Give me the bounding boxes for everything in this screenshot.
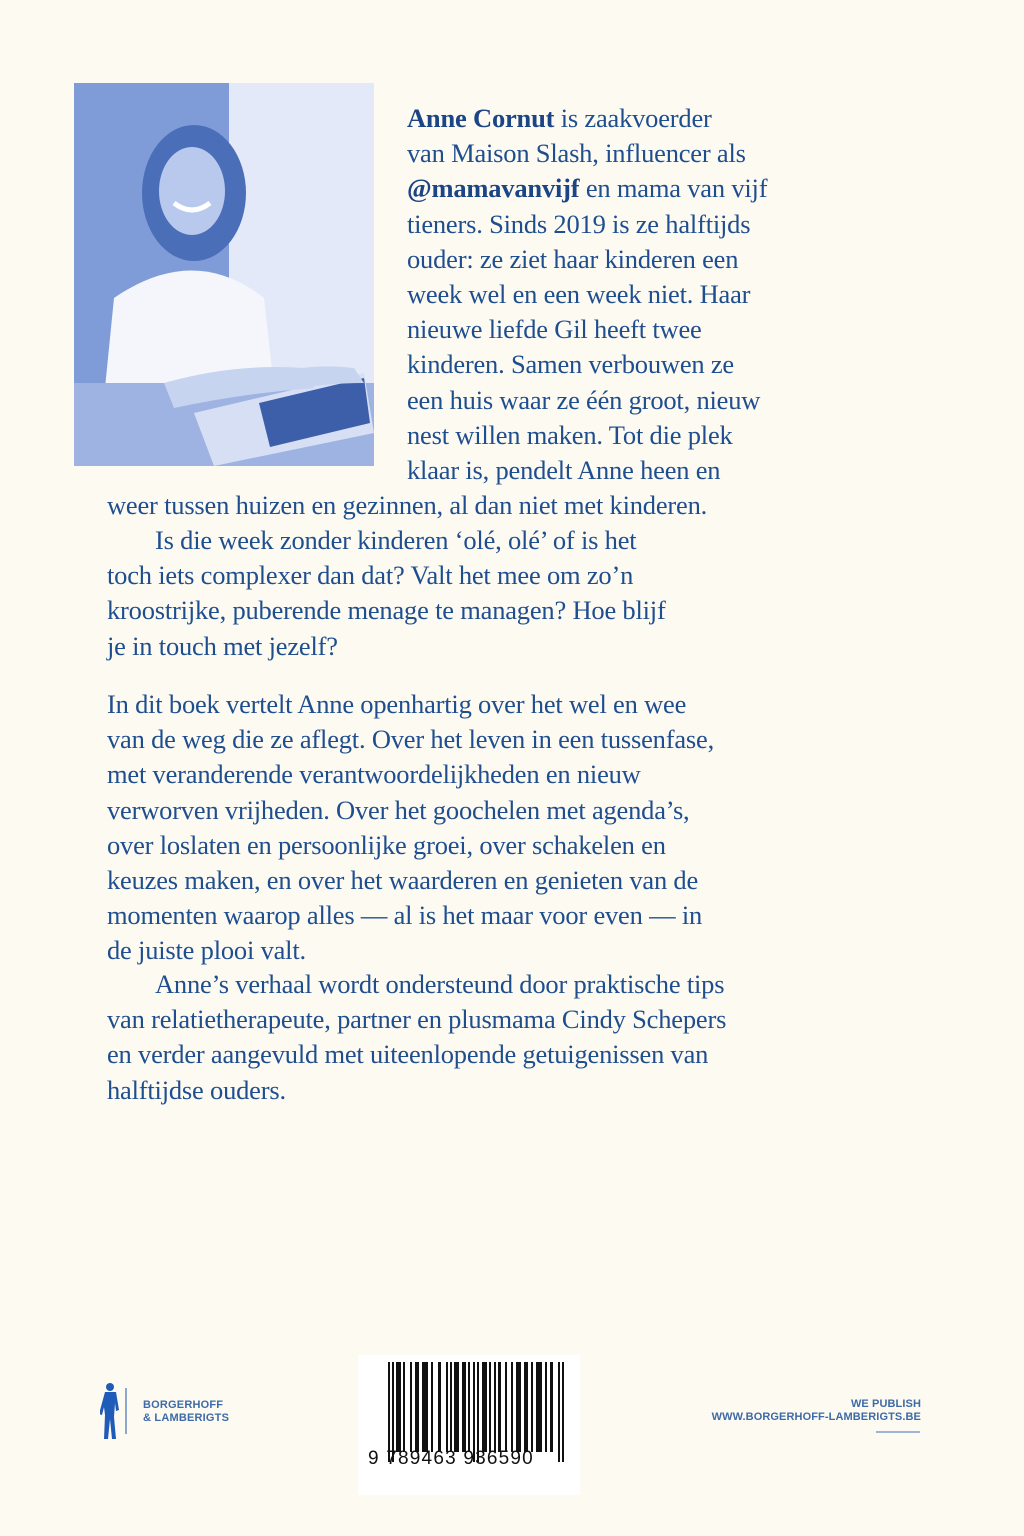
author-bio	[407, 101, 767, 488]
paragraph-line: keuzes maken, en over het waarderen en genieten van de	[107, 865, 699, 896]
author-bio-continued	[107, 488, 707, 523]
logo-divider	[125, 1388, 127, 1434]
paragraph-line: van relatietherapeute, partner en plusmama Cindy Schepers	[107, 1004, 727, 1035]
bio-line-3: @mamavanvijf en mama van vijf	[407, 173, 768, 204]
publisher-figure-icon	[100, 1382, 126, 1442]
paragraph-line: momenten waarop alles — al is het maar voor even — in	[107, 900, 703, 931]
bio-line: een huis waar ze één groot, nieuw	[407, 384, 761, 415]
bio-line: tieners. Sinds 2019 is ze halftijds	[407, 208, 751, 239]
paragraph-line: toch iets complexer dan dat? Valt het mee om zo’n	[107, 560, 634, 591]
paragraph-line: met veranderende verantwoordelijkheden en nieuw	[107, 759, 641, 790]
publisher-name-line1: BORGERHOFF	[143, 1399, 224, 1411]
bio-line: kinderen. Samen verbouwen ze	[407, 349, 734, 380]
paragraph-line: In dit boek vertelt Anne openhartig over het wel en wee	[107, 689, 687, 719]
publisher-name-line2: & LAMBERIGTS	[143, 1411, 230, 1424]
bio-line: van Maison Slash, influencer als	[407, 138, 746, 169]
bio-line: week wel en een week niet. Haar	[407, 279, 751, 310]
bio-line: nieuwe liefde Gil heeft twee	[407, 314, 702, 345]
bio-line: nest willen maken. Tot die plek	[407, 419, 733, 450]
publisher-logo-text	[143, 1399, 229, 1424]
paragraph-line: de juiste plooi valt.	[107, 935, 306, 966]
publisher-website-block	[712, 1398, 921, 1423]
paragraph-line: Is die week zonder kinderen ‘olé, olé’ of is het	[155, 525, 637, 555]
bio-line: weer tussen huizen en gezinnen, al dan niet met kinderen.	[107, 490, 708, 520]
publisher-tagline: WE PUBLISH	[850, 1398, 921, 1410]
paragraph-book-summary	[107, 687, 714, 969]
paragraph-line: halftijdse ouders.	[107, 1074, 286, 1105]
author-name: Anne Cornut	[407, 103, 555, 133]
paragraph-line: Anne’s verhaal wordt ondersteund door praktische tips	[155, 969, 725, 999]
paragraph-line: je in touch met jezelf?	[107, 630, 338, 661]
bio-line: klaar is, pendelt Anne heen en	[407, 455, 721, 486]
paragraph-line: kroostrijke, puberende menage te managen? Hoe blijf	[107, 595, 666, 626]
paragraph-line: en verder aangevuld met uiteenlopende getuigenissen van	[107, 1039, 709, 1070]
author-photo	[74, 83, 374, 466]
paragraph-line: over loslaten en persoonlijke groei, over schakelen en	[107, 829, 666, 860]
website-underline	[876, 1431, 920, 1433]
paragraph-line: van de weg die ze aflegt. Over het leven in een tussenfase,	[107, 724, 715, 755]
bio-line: ouder: ze ziet haar kinderen een	[407, 243, 739, 274]
paragraph-line: verworven vrijheden. Over het goochelen met agenda’s,	[107, 794, 690, 825]
paragraph-questions	[107, 523, 666, 664]
paragraph-support	[107, 967, 726, 1108]
isbn-number: 9 789463 936590	[368, 1448, 534, 1469]
publisher-website-link[interactable]: WWW.BORGERHOFF-LAMBERIGTS.BE	[711, 1410, 921, 1423]
instagram-handle: @mamavanvijf	[407, 173, 580, 204]
bio-line-1: Anne Cornut is zaakvoerder	[407, 103, 712, 133]
author-portrait-illustration	[74, 83, 374, 466]
